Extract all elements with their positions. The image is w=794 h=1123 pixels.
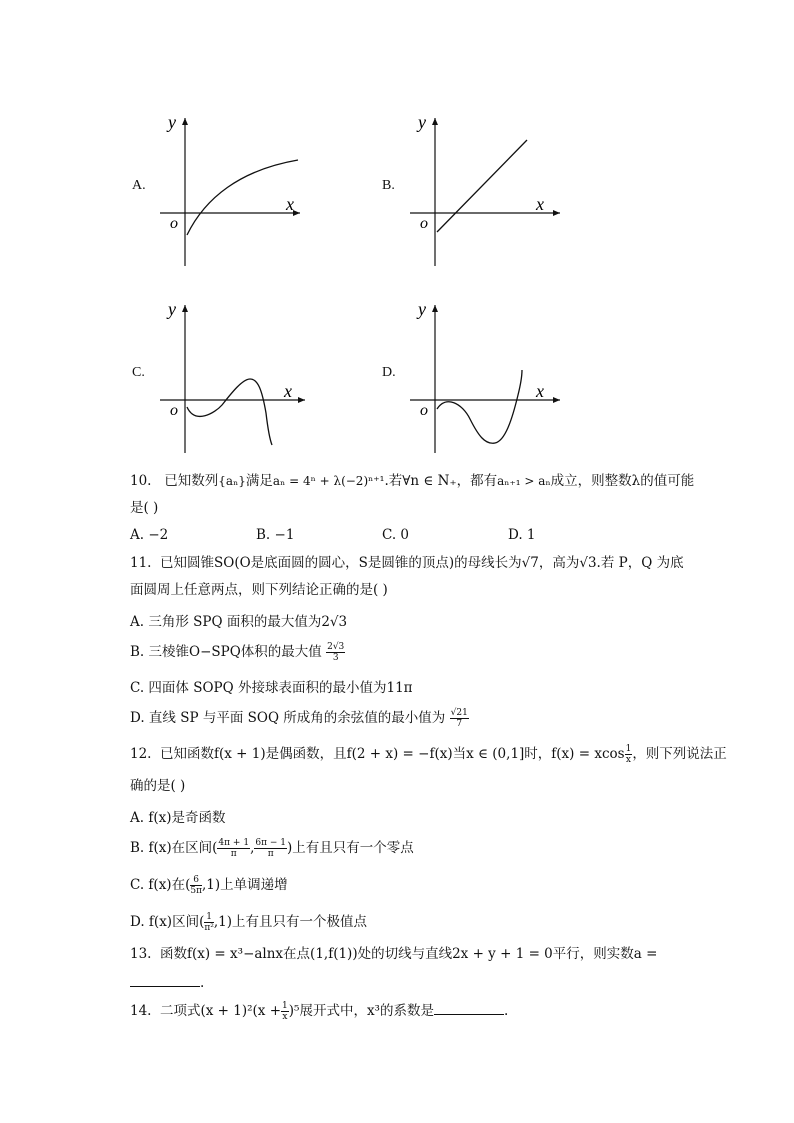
q10-option-c[interactable]: C. 0 (382, 527, 410, 543)
q10-option-d[interactable]: D. 1 (508, 527, 536, 543)
graph-a (150, 108, 310, 273)
denominator: π (230, 849, 237, 859)
q14-answer-blank[interactable] (434, 1000, 504, 1015)
question-13 (130, 944, 657, 964)
graph-a-label: A. (132, 178, 146, 193)
denominator: π (267, 849, 274, 859)
numerator: 1 (282, 1001, 288, 1011)
y-axis-label: y (418, 299, 426, 319)
q12-option-d[interactable] (130, 910, 367, 933)
q10-text-1: 已知数列 (164, 473, 219, 489)
x-axis-arrow (293, 210, 300, 216)
question-number: 12. (130, 746, 152, 762)
y-axis-arrow (432, 305, 438, 312)
q12-option-d-fraction (204, 912, 214, 933)
y-axis-arrow (432, 118, 438, 125)
q11-option-d[interactable] (130, 706, 469, 729)
line (437, 140, 527, 232)
question-number: 11. (130, 555, 152, 571)
q11-option-b[interactable] (130, 640, 345, 663)
q10-seq: {aₙ} (218, 474, 246, 488)
y-axis-label: y (168, 299, 176, 319)
x-axis-label: x (536, 194, 544, 214)
numerator: 6 (190, 875, 202, 886)
curve (187, 379, 272, 445)
q12-option-c-pre: C. f(x)在( (130, 877, 191, 893)
q11-option-d-fraction (450, 708, 469, 729)
q14-end: . (503, 1003, 509, 1019)
x-axis-label: x (536, 381, 544, 401)
q14-text-post: )⁵展开式中，x³的系数是 (288, 1003, 434, 1019)
q13-answer-line (130, 972, 204, 993)
q10-text-2: 满足 (245, 473, 273, 489)
graph-d-label: D. (382, 365, 396, 380)
denominator: 7 (456, 719, 463, 729)
graph-b (400, 108, 570, 273)
question-14 (130, 1000, 508, 1022)
graph-b-label: B. (382, 178, 395, 193)
graph-d (400, 295, 570, 460)
q10-formula: aₙ = 4ⁿ + λ(−2)ⁿ⁺¹ (272, 474, 385, 488)
q12-option-c-post: ,1)上单调递增 (202, 877, 288, 893)
question-11 (130, 553, 684, 573)
numerator: 6π − 1 (255, 838, 286, 848)
q10-ineq: aₙ₊₁ > aₙ (497, 474, 551, 488)
q10-option-a[interactable]: A. −2 (130, 527, 169, 543)
x-axis-arrow (553, 397, 560, 403)
denominator: 5π (190, 886, 202, 896)
graph-c-label: C. (132, 365, 145, 380)
question-number: 13. (130, 946, 152, 962)
q10-text-3: .若∀n ∈ N₊，都有 (384, 473, 498, 489)
q12-option-b-pre: B. f(x)在区间( (130, 840, 218, 856)
q12-line2: 确的是( ) (130, 778, 186, 794)
origin-label: o (420, 215, 428, 232)
y-axis-arrow (182, 305, 188, 312)
x-axis-label: x (284, 381, 292, 401)
q13-text: 函数f(x) = x³−alnx在点(1,f(1))处的切线与直线2x + y + 1 = 0平行，则实数a = (160, 946, 658, 962)
question-10-line2: 是( ) (130, 500, 159, 516)
graph-c (150, 295, 310, 460)
q10-text-4: 成立，则整数λ的值可能 (550, 473, 695, 489)
q12-line1-b: ，则下列说法正 (632, 746, 727, 762)
question-number: 10. (130, 473, 152, 489)
q12-option-b[interactable]: B. f(x)在区间( $\frac{4\pi + 1}{\pi}$ , $\frac{6\pi - 1}{\pi}$ )上有且只有一个零点 (130, 838, 414, 859)
denominator: 3 (332, 653, 339, 663)
numerator: 1 (625, 744, 632, 754)
denominator: x (625, 755, 631, 765)
q11-option-c[interactable]: C. 四面体 SOPQ 外接球表面积的最小值为11π (130, 680, 413, 696)
q12-option-b-fraction-1 (217, 838, 250, 859)
q12-option-b-fraction-2 (254, 838, 287, 859)
q11-line2: 面圆周上任意两点，则下列结论正确的是( ) (130, 582, 388, 598)
y-axis-label: y (168, 112, 176, 132)
q12-option-c[interactable] (130, 873, 288, 896)
q12-option-b-post: )上有且只有一个零点 (287, 840, 414, 856)
q12-option-d-pre: D. f(x)区间( (130, 914, 205, 930)
origin-label: o (170, 402, 178, 419)
x-axis-arrow (553, 210, 560, 216)
x-axis-arrow (298, 397, 305, 403)
y-axis-label: y (418, 112, 426, 132)
q11-line1: 已知圆锥SO(O是底面圆的圆心，S是圆锥的顶点)的母线长为√7，高为√3.若 P，Q 为底 (160, 555, 684, 571)
origin-label: o (420, 402, 428, 419)
q13-answer-blank[interactable] (130, 972, 200, 987)
q14-text-pre: 二项式(x + 1)²(x + (160, 1003, 282, 1019)
denominator: π² (204, 923, 214, 933)
denominator: x (282, 1012, 288, 1022)
question-10 (130, 471, 694, 491)
q12-line1-a: 已知函数f(x + 1)是偶函数，且f(2 + x) = −f(x)当x ∈ (0,1]时，f(x) = xcos (160, 746, 625, 762)
question-12 (130, 744, 727, 765)
q12-option-c-fraction (190, 875, 202, 896)
numerator: 2√3 (327, 642, 345, 652)
x-axis-label: x (286, 194, 294, 214)
curve (437, 370, 522, 443)
curve (187, 160, 298, 235)
q10-option-b[interactable]: B. −1 (256, 527, 295, 543)
q13-end: . (200, 975, 205, 991)
numerator: 4π + 1 (218, 838, 250, 848)
y-axis-arrow (182, 118, 188, 125)
numerator: 1 (206, 912, 212, 922)
q14-fraction (281, 1001, 289, 1022)
origin-label: o (170, 215, 178, 232)
q11-option-a[interactable]: A. 三角形 SPQ 面积的最大值为2√3 (130, 614, 348, 630)
q11-option-b-fraction (326, 642, 345, 663)
numerator: √21 (450, 708, 468, 718)
q12-option-d-post: ,1)上有且只有一个极值点 (213, 914, 368, 930)
q11-option-d-text: D. 直线 SP 与平面 SOQ 所成角的余弦值的最小值为 (130, 710, 446, 726)
q12-option-a[interactable]: A. f(x)是奇函数 (130, 810, 226, 826)
q11-option-b-text: B. 三棱锥O−SPQ体积的最大值 (130, 644, 322, 660)
question-number: 14. (130, 1003, 152, 1019)
